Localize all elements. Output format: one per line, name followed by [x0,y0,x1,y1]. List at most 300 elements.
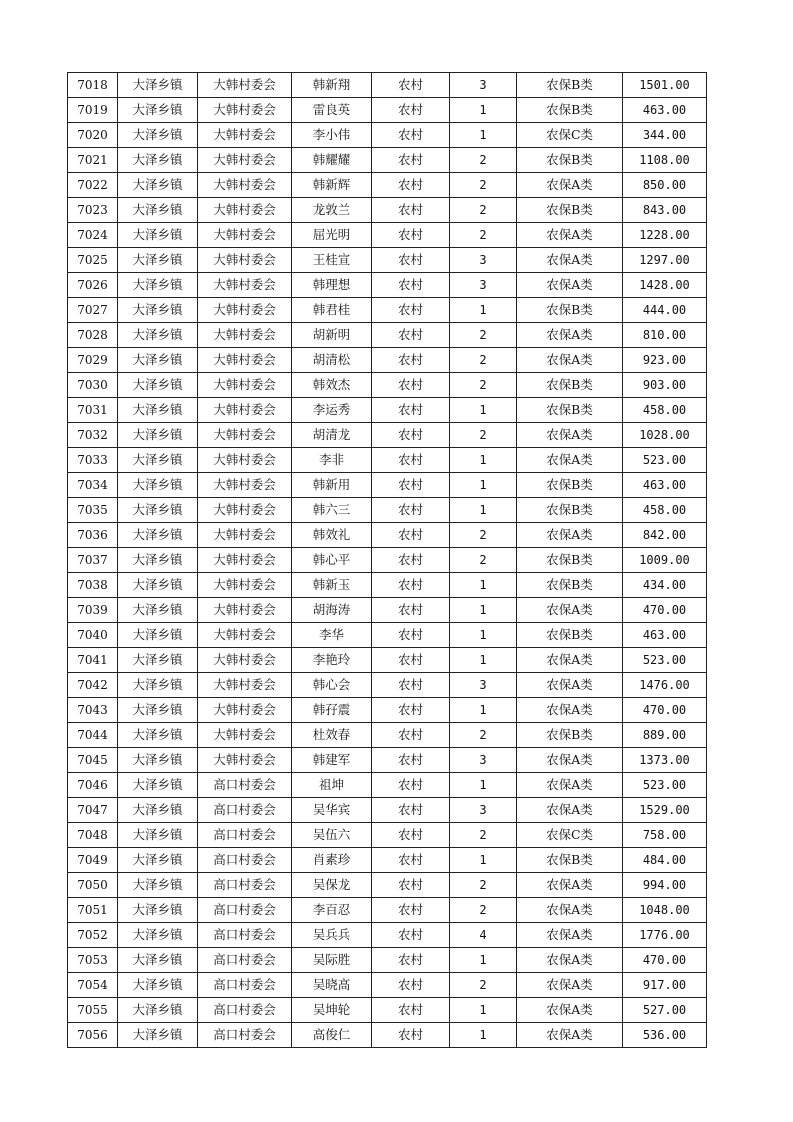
town-cell: 大泽乡镇 [118,173,198,198]
area-type-cell: 农村 [372,698,450,723]
area-type-cell: 农村 [372,273,450,298]
village-committee-cell: 大韩村委会 [198,523,292,548]
insurance-category-cell: 农保C类 [517,123,623,148]
amount-cell: 1501.00 [623,73,707,98]
table-body [68,73,707,1048]
town-cell: 大泽乡镇 [118,448,198,473]
insurance-category-cell: 农保B类 [517,573,623,598]
table-row [68,923,707,948]
row-id-cell: 7052 [68,923,118,948]
village-committee-cell: 大韩村委会 [198,373,292,398]
village-committee-cell: 大韩村委会 [198,698,292,723]
insurance-category-cell: 农保A类 [517,698,623,723]
area-type-cell: 农村 [372,723,450,748]
table-row [68,473,707,498]
row-id-cell: 7018 [68,73,118,98]
household-count-cell: 2 [450,523,517,548]
village-committee-cell: 大韩村委会 [198,198,292,223]
amount-cell: 470.00 [623,598,707,623]
row-id-cell: 7019 [68,98,118,123]
table-row [68,623,707,648]
table-row [68,723,707,748]
town-cell: 大泽乡镇 [118,1023,198,1048]
area-type-cell: 农村 [372,923,450,948]
table-row [68,598,707,623]
area-type-cell: 农村 [372,373,450,398]
name-cell: 屈光明 [292,223,372,248]
town-cell: 大泽乡镇 [118,998,198,1023]
name-cell: 吴华宾 [292,798,372,823]
row-id-cell: 7054 [68,973,118,998]
insurance-category-cell: 农保A类 [517,973,623,998]
row-id-cell: 7033 [68,448,118,473]
area-type-cell: 农村 [372,498,450,523]
table-row [68,148,707,173]
village-committee-cell: 大韩村委会 [198,273,292,298]
name-cell: 李运秀 [292,398,372,423]
amount-cell: 843.00 [623,198,707,223]
name-cell: 韩新辉 [292,173,372,198]
town-cell: 大泽乡镇 [118,698,198,723]
amount-cell: 1108.00 [623,148,707,173]
amount-cell: 458.00 [623,498,707,523]
town-cell: 大泽乡镇 [118,723,198,748]
row-id-cell: 7034 [68,473,118,498]
name-cell: 王桂宣 [292,248,372,273]
household-count-cell: 3 [450,273,517,298]
row-id-cell: 7055 [68,998,118,1023]
area-type-cell: 农村 [372,98,450,123]
insurance-category-cell: 农保A类 [517,1023,623,1048]
insurance-category-cell: 农保B类 [517,548,623,573]
name-cell: 吴保龙 [292,873,372,898]
row-id-cell: 7041 [68,648,118,673]
table-row [68,448,707,473]
household-count-cell: 1 [450,398,517,423]
amount-cell: 1048.00 [623,898,707,923]
area-type-cell: 农村 [372,873,450,898]
row-id-cell: 7026 [68,273,118,298]
insurance-category-cell: 农保B类 [517,73,623,98]
insurance-category-cell: 农保A类 [517,173,623,198]
row-id-cell: 7044 [68,723,118,748]
village-committee-cell: 大韩村委会 [198,723,292,748]
household-count-cell: 2 [450,223,517,248]
name-cell: 吴晓高 [292,973,372,998]
household-count-cell: 1 [450,298,517,323]
village-committee-cell: 大韩村委会 [198,73,292,98]
table-row [68,948,707,973]
insurance-category-cell: 农保A类 [517,673,623,698]
name-cell: 肖素珍 [292,848,372,873]
area-type-cell: 农村 [372,898,450,923]
amount-cell: 463.00 [623,623,707,648]
amount-cell: 1776.00 [623,923,707,948]
town-cell: 大泽乡镇 [118,398,198,423]
table-row [68,498,707,523]
insurance-category-cell: 农保A类 [517,748,623,773]
table-row [68,573,707,598]
household-count-cell: 3 [450,73,517,98]
area-type-cell: 农村 [372,998,450,1023]
amount-cell: 444.00 [623,298,707,323]
village-committee-cell: 大韩村委会 [198,623,292,648]
row-id-cell: 7023 [68,198,118,223]
row-id-cell: 7024 [68,223,118,248]
household-count-cell: 2 [450,373,517,398]
table-row [68,873,707,898]
row-id-cell: 7042 [68,673,118,698]
insurance-category-cell: 农保B类 [517,148,623,173]
name-cell: 韩新玉 [292,573,372,598]
amount-cell: 1476.00 [623,673,707,698]
insurance-category-cell: 农保B类 [517,623,623,648]
row-id-cell: 7038 [68,573,118,598]
town-cell: 大泽乡镇 [118,348,198,373]
household-count-cell: 1 [450,698,517,723]
name-cell: 韩效礼 [292,523,372,548]
village-committee-cell: 大韩村委会 [198,323,292,348]
town-cell: 大泽乡镇 [118,673,198,698]
area-type-cell: 农村 [372,248,450,273]
area-type-cell: 农村 [372,348,450,373]
amount-cell: 842.00 [623,523,707,548]
amount-cell: 1529.00 [623,798,707,823]
town-cell: 大泽乡镇 [118,223,198,248]
amount-cell: 523.00 [623,448,707,473]
village-committee-cell: 大韩村委会 [198,348,292,373]
row-id-cell: 7035 [68,498,118,523]
town-cell: 大泽乡镇 [118,498,198,523]
insurance-category-cell: 农保A类 [517,998,623,1023]
town-cell: 大泽乡镇 [118,273,198,298]
table-row [68,123,707,148]
village-committee-cell: 高口村委会 [198,798,292,823]
amount-cell: 1228.00 [623,223,707,248]
row-id-cell: 7048 [68,823,118,848]
insurance-category-cell: 农保B类 [517,398,623,423]
insurance-category-cell: 农保A类 [517,273,623,298]
town-cell: 大泽乡镇 [118,598,198,623]
household-count-cell: 2 [450,323,517,348]
area-type-cell: 农村 [372,148,450,173]
area-type-cell: 农村 [372,448,450,473]
table-row [68,1023,707,1048]
village-committee-cell: 大韩村委会 [198,398,292,423]
amount-cell: 903.00 [623,373,707,398]
amount-cell: 523.00 [623,648,707,673]
household-count-cell: 1 [450,98,517,123]
village-committee-cell: 高口村委会 [198,873,292,898]
table-row [68,373,707,398]
area-type-cell: 农村 [372,848,450,873]
village-committee-cell: 高口村委会 [198,1023,292,1048]
household-count-cell: 2 [450,973,517,998]
name-cell: 李非 [292,448,372,473]
name-cell: 高俊仁 [292,1023,372,1048]
area-type-cell: 农村 [372,598,450,623]
row-id-cell: 7021 [68,148,118,173]
town-cell: 大泽乡镇 [118,248,198,273]
amount-cell: 344.00 [623,123,707,148]
village-committee-cell: 大韩村委会 [198,248,292,273]
amount-cell: 1009.00 [623,548,707,573]
amount-cell: 523.00 [623,773,707,798]
table-row [68,173,707,198]
name-cell: 韩耀耀 [292,148,372,173]
insurance-category-cell: 农保B类 [517,373,623,398]
insurance-category-cell: 农保B类 [517,848,623,873]
village-committee-cell: 大韩村委会 [198,423,292,448]
household-count-cell: 1 [450,498,517,523]
household-count-cell: 2 [450,348,517,373]
town-cell: 大泽乡镇 [118,923,198,948]
amount-cell: 1028.00 [623,423,707,448]
insurance-category-cell: 农保A类 [517,598,623,623]
village-committee-cell: 大韩村委会 [198,673,292,698]
row-id-cell: 7050 [68,873,118,898]
area-type-cell: 农村 [372,173,450,198]
row-id-cell: 7027 [68,298,118,323]
row-id-cell: 7037 [68,548,118,573]
amount-cell: 536.00 [623,1023,707,1048]
town-cell: 大泽乡镇 [118,548,198,573]
row-id-cell: 7028 [68,323,118,348]
amount-cell: 994.00 [623,873,707,898]
table-row [68,523,707,548]
area-type-cell: 农村 [372,623,450,648]
town-cell: 大泽乡镇 [118,798,198,823]
table-row [68,223,707,248]
table-row [68,998,707,1023]
table-row [68,548,707,573]
name-cell: 龙敦兰 [292,198,372,223]
household-count-cell: 1 [450,998,517,1023]
village-committee-cell: 大韩村委会 [198,498,292,523]
area-type-cell: 农村 [372,523,450,548]
village-committee-cell: 高口村委会 [198,848,292,873]
village-committee-cell: 大韩村委会 [198,148,292,173]
household-count-cell: 2 [450,198,517,223]
village-committee-cell: 大韩村委会 [198,98,292,123]
area-type-cell: 农村 [372,1023,450,1048]
name-cell: 李华 [292,623,372,648]
area-type-cell: 农村 [372,473,450,498]
amount-cell: 810.00 [623,323,707,348]
area-type-cell: 农村 [372,298,450,323]
household-count-cell: 1 [450,123,517,148]
insurance-category-cell: 农保A类 [517,898,623,923]
name-cell: 韩孖震 [292,698,372,723]
insurance-category-cell: 农保A类 [517,448,623,473]
household-count-cell: 2 [450,873,517,898]
area-type-cell: 农村 [372,648,450,673]
data-table-container [67,72,707,1048]
village-committee-cell: 大韩村委会 [198,473,292,498]
village-committee-cell: 高口村委会 [198,948,292,973]
row-id-cell: 7030 [68,373,118,398]
row-id-cell: 7051 [68,898,118,923]
household-count-cell: 2 [450,173,517,198]
table-row [68,348,707,373]
name-cell: 胡清龙 [292,423,372,448]
table-row [68,898,707,923]
town-cell: 大泽乡镇 [118,473,198,498]
name-cell: 吴坤轮 [292,998,372,1023]
table-row [68,273,707,298]
table-row [68,973,707,998]
row-id-cell: 7053 [68,948,118,973]
amount-cell: 470.00 [623,948,707,973]
insurance-category-cell: 农保A类 [517,648,623,673]
name-cell: 李小伟 [292,123,372,148]
town-cell: 大泽乡镇 [118,573,198,598]
town-cell: 大泽乡镇 [118,73,198,98]
name-cell: 韩心平 [292,548,372,573]
village-committee-cell: 高口村委会 [198,973,292,998]
village-committee-cell: 大韩村委会 [198,573,292,598]
household-count-cell: 3 [450,673,517,698]
amount-cell: 463.00 [623,98,707,123]
town-cell: 大泽乡镇 [118,298,198,323]
table-row [68,298,707,323]
area-type-cell: 农村 [372,323,450,348]
insurance-category-cell: 农保A类 [517,948,623,973]
name-cell: 韩效杰 [292,373,372,398]
household-count-cell: 4 [450,923,517,948]
household-count-cell: 1 [450,598,517,623]
table-row [68,398,707,423]
village-committee-cell: 大韩村委会 [198,548,292,573]
row-id-cell: 7045 [68,748,118,773]
name-cell: 李百忍 [292,898,372,923]
area-type-cell: 农村 [372,573,450,598]
town-cell: 大泽乡镇 [118,948,198,973]
insurance-category-cell: 农保B类 [517,198,623,223]
insurance-category-cell: 农保B类 [517,723,623,748]
row-id-cell: 7036 [68,523,118,548]
name-cell: 杜效春 [292,723,372,748]
town-cell: 大泽乡镇 [118,323,198,348]
area-type-cell: 农村 [372,773,450,798]
table-row [68,698,707,723]
village-committee-cell: 高口村委会 [198,773,292,798]
household-count-cell: 1 [450,948,517,973]
insurance-category-cell: 农保A类 [517,773,623,798]
village-committee-cell: 高口村委会 [198,998,292,1023]
town-cell: 大泽乡镇 [118,98,198,123]
row-id-cell: 7047 [68,798,118,823]
amount-cell: 463.00 [623,473,707,498]
row-id-cell: 7032 [68,423,118,448]
area-type-cell: 农村 [372,798,450,823]
insurance-category-cell: 农保A类 [517,223,623,248]
household-count-cell: 1 [450,473,517,498]
town-cell: 大泽乡镇 [118,848,198,873]
town-cell: 大泽乡镇 [118,648,198,673]
insurance-category-cell: 农保A类 [517,923,623,948]
data-table [67,72,707,1048]
village-committee-cell: 大韩村委会 [198,223,292,248]
area-type-cell: 农村 [372,398,450,423]
area-type-cell: 农村 [372,673,450,698]
household-count-cell: 2 [450,548,517,573]
table-row [68,648,707,673]
household-count-cell: 1 [450,848,517,873]
amount-cell: 470.00 [623,698,707,723]
amount-cell: 758.00 [623,823,707,848]
village-committee-cell: 大韩村委会 [198,173,292,198]
village-committee-cell: 大韩村委会 [198,598,292,623]
village-committee-cell: 大韩村委会 [198,298,292,323]
row-id-cell: 7049 [68,848,118,873]
town-cell: 大泽乡镇 [118,423,198,448]
household-count-cell: 2 [450,898,517,923]
row-id-cell: 7020 [68,123,118,148]
amount-cell: 923.00 [623,348,707,373]
amount-cell: 484.00 [623,848,707,873]
name-cell: 胡新明 [292,323,372,348]
area-type-cell: 农村 [372,423,450,448]
table-row [68,848,707,873]
town-cell: 大泽乡镇 [118,973,198,998]
insurance-category-cell: 农保A类 [517,323,623,348]
area-type-cell: 农村 [372,198,450,223]
name-cell: 祖坤 [292,773,372,798]
amount-cell: 850.00 [623,173,707,198]
household-count-cell: 1 [450,623,517,648]
name-cell: 雷良英 [292,98,372,123]
table-row [68,323,707,348]
row-id-cell: 7046 [68,773,118,798]
amount-cell: 434.00 [623,573,707,598]
town-cell: 大泽乡镇 [118,623,198,648]
town-cell: 大泽乡镇 [118,373,198,398]
table-row [68,248,707,273]
village-committee-cell: 高口村委会 [198,823,292,848]
area-type-cell: 农村 [372,748,450,773]
name-cell: 胡海涛 [292,598,372,623]
area-type-cell: 农村 [372,948,450,973]
insurance-category-cell: 农保B类 [517,473,623,498]
amount-cell: 917.00 [623,973,707,998]
row-id-cell: 7056 [68,1023,118,1048]
table-row [68,798,707,823]
village-committee-cell: 大韩村委会 [198,748,292,773]
name-cell: 胡清松 [292,348,372,373]
village-committee-cell: 大韩村委会 [198,648,292,673]
table-row [68,73,707,98]
town-cell: 大泽乡镇 [118,123,198,148]
household-count-cell: 1 [450,1023,517,1048]
name-cell: 韩六三 [292,498,372,523]
area-type-cell: 农村 [372,223,450,248]
insurance-category-cell: 农保A类 [517,873,623,898]
name-cell: 韩建军 [292,748,372,773]
name-cell: 吴伍六 [292,823,372,848]
household-count-cell: 1 [450,648,517,673]
town-cell: 大泽乡镇 [118,748,198,773]
name-cell: 韩新用 [292,473,372,498]
name-cell: 韩新翔 [292,73,372,98]
household-count-cell: 2 [450,423,517,448]
area-type-cell: 农村 [372,548,450,573]
amount-cell: 1373.00 [623,748,707,773]
household-count-cell: 1 [450,773,517,798]
row-id-cell: 7031 [68,398,118,423]
name-cell: 李艳玲 [292,648,372,673]
table-row [68,673,707,698]
